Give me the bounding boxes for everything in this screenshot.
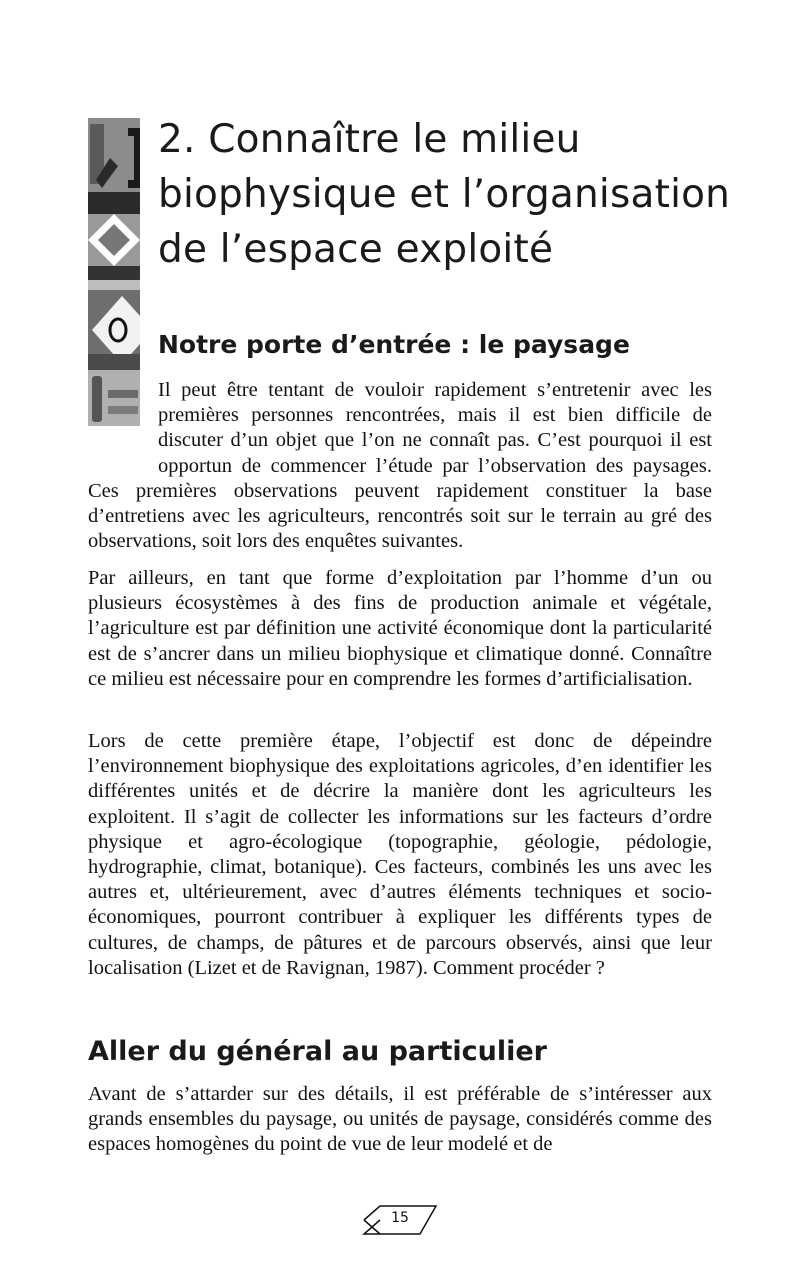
- section-heading-general: Aller du général au particulier: [88, 1036, 547, 1067]
- section-heading-paysage: Notre porte d’entrée : le paysage: [158, 330, 630, 359]
- page-number-text: 15: [391, 1210, 409, 1226]
- page-number: [362, 1204, 438, 1236]
- paragraph-intro: Il peut être tentant de vouloir rapidement s’entretenir avec les premières personnes rencontrées, mais il est bien difficile de discuter d’un objet que l’on ne connaît pas. C’est pourquoi il est opportun de commencer l’étude par l’observation des paysages. Ces premières observations peuvent rapidement constituer la base d’entretiens avec les agriculteurs, rencontrés soit sur le terrain au gré des observations, soit lors des enquêtes suivantes.: [88, 379, 712, 553]
- paragraph-landscape-units: Avant de s’attarder sur des détails, il est préférable de s’intéresser aux grands ensembles du paysage, ou unités de paysage, considérés comme des espaces homogènes du point de vue de leur modelé et de: [88, 1083, 712, 1156]
- paragraph-first-step: Lors de cette première étape, l’objectif est donc de dépeindre l’environnement biophysique des exploitations agricoles, d’en identifier les différentes unités et de décrire la manière dont les agriculteurs les exploitent. Il s’agit de collecter les informations sur les facteurs d’ordre physique et agro-écologique (topographie, géologie, pédologie, hydrographie, climat, botanique). Ces facteurs, combinés les uns avec les autres et, ultérieurement, avec d’autres éléments techniques et socio-économiques, pourront contribuer à expliquer les différents types de cultures, de champs, de pâtures et de parcours observés, ainsi que leur localisation (Lizet et de Ravignan, 1987). Comment procéder ?: [88, 730, 712, 979]
- chapter-title: 2. Connaître le milieu biophysique et l’organisation de l’espace exploité: [158, 117, 731, 272]
- paragraph-intro-wrapper: [88, 378, 712, 554]
- paragraph-agriculture: Par ailleurs, en tant que forme d’exploitation par l’homme d’un ou plusieurs écosystèmes à des fins de production animale et végétale, l’agriculture est par définition une activité économique dont la particularité est de s’ancrer dans un milieu biophysique et climatique donné. Connaître ce milieu est nécessaire pour en comprendre les formes d’artificialisation.: [88, 567, 712, 690]
